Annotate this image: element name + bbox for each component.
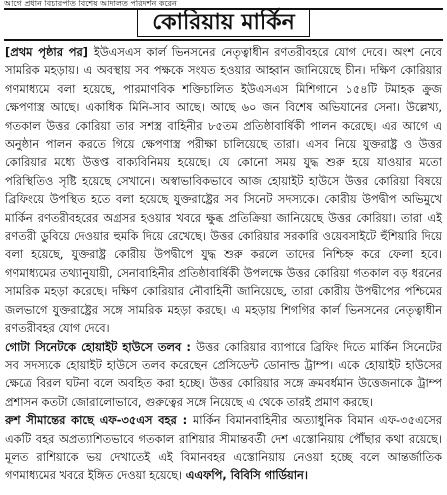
source-credit: এএফপি, বিবিসি গার্ডিয়ান। (185, 468, 308, 483)
headline-container (0, 9, 447, 39)
paragraph-3-text: মার্কিন বিমানবাহিনীর অত্যাধুনিক বিমান এফ-৩৫এসের একটি বহর অপ্রত্যাশিতভাবে গতকাল রাশিয়ার সীমান্তবর্তী দেশ এস্তোনিয়ায় পৌঁছার কথা রয়েছে। মূলত রাশিয়াকে ভয় দেখাতেই এই বিমানবহর এস্তোনিয়ায় নেওয়া হচ্ছে বলে আন্তর্জাতিক গণমাধ্যমের খবরে ইঙ্গিত দেওয়া হয়েছে। (5, 413, 442, 483)
headline: কোরিয়ায় মার্কিন (137, 9, 309, 37)
article-body (5, 43, 442, 493)
subheading-senate-summoned: গোটা সিনেটকে হোয়াইট হাউসে তলব : (5, 339, 197, 354)
subheading-f35-fleet: রুশ সীমান্তের কাছে এফ-৩৫এস বহর : (5, 413, 193, 428)
paragraph-2 (5, 338, 442, 412)
paragraph-2-text: উত্তর কোরিয়ার ব্যাপারে ব্রিফিং দিতে মার্কিন সিনেটের সব সদস্যকে হোয়াইট হাউসে তলব করেছেন প্রেসিডেন্ট ডোনাল্ড ট্রাম্প। একে হোয়াইট হাউসের ক্ষেত্রে বিরল ঘটনা বলে অবহিত করা হচ্ছে। উত্তর কোরিয়ার সঙ্গে ক্রমবর্ধমান উত্তেজনাকে ট্রাম্প প্রশাসন কতটা জোরালোভাবে, গুরুত্বের সঙ্গে নিয়েছে এ থেকে তারই প্রমাণ করছে। (5, 339, 442, 409)
paragraph-1-text: ইউএসএস কার্ল ভিনসনের নেতৃত্বাধীন রণতরীবহরে যোগ দেবে। অংশ নেবে সামরিক মহড়ায়। এ অবস্থায় সব পক্ষকে সংযত হওয়ার আহ্বান জানিয়েছে চীন। দক্ষিণ কোরিয়ার গণমাধ্যমে বলা হয়েছে, পারমাণবিক শক্তিচালিত ইউএসএস মিশিগানে ১৫৪টি টমাহক ক্রুজ ক্ষেপণাস্ত্র আছে। একাধিক মিনি-সাব আছে। আছে ৬০ জন বিশেষ অভিযানের সেনা। উল্লেখ্য, গতকাল উত্তর কোরিয়া তার সশস্ত্র বাহিনীর ৮৫তম প্রতিষ্ঠাবার্ষিকী পালন করেছে। এর আগে এ অনুষ্ঠান পালন করতে গিয়ে ক্ষেপণাস্ত্র পরীক্ষা চালিয়েছে তারা। এসব নিয়ে যুক্তরাষ্ট্র ও উত্তর কোরিয়ার মধ্যে উত্তপ্ত বাক্যবিনিময় হয়েছে। যে কোনো সময় যুদ্ধ শুরু হয়ে যাওয়ার মতো পরিস্থিতিও সৃষ্টি হয়েছে সেখানে। অস্বাভাবিকভাবে আজ হোয়াইট হাউসে উত্তর কোরিয়া বিষয়ে ব্রিফিংয়ে উপস্থিত হতে বলা হয়েছে যুক্তরাষ্ট্রের সব সিনেট সদস্যকে। কোরীয় উপদ্বীপ অভিমুখে মার্কিন রণতরীবহরের অগ্রসর হওয়ার খবরে ক্ষুব্ধ প্রতিক্রিয়া জানিয়েছে উত্তর কোরিয়া। তারা এই রণতরী ডুবিয়ে দেওয়ার হুমকি দিয়ে রেখেছে। উত্তর কোরিয়ার সরকারি ওয়েবসাইটে হুঁশিয়ারি দিয়ে বলা হয়েছে, যুক্তরাষ্ট্র কোরীয় উপদ্বীপে যুদ্ধ শুরু করলে তাদের নিশ্চিহ্ন করে ফেলা হবে। গণমাধ্যমের তথ্যানুযায়ী, সেনাবাহিনীর প্রতিষ্ঠাবার্ষিকী উপলক্ষে উত্তর কোরিয়া গতকাল বড় ধরনের সামরিক মহড়া করেছে। দক্ষিণ কোরিয়ার নৌবাহিনী জানিয়েছে, তারা কোরীয় উপদ্বীপের পশ্চিমের জলভাগে যুক্তরাষ্ট্রের সঙ্গে সামরিক মহড়া করছে। এ মহড়ায় শিগগির কার্ল ভিনসনের নেতৃত্বাধীন রণতরীবহর যোগ দেবে। (5, 45, 442, 336)
continuation-label: [প্রথম পৃষ্ঠার পর] (5, 45, 94, 59)
paragraph-3 (5, 411, 442, 485)
previous-article-fragment: আগে প্রধান বিচারপতি বিশেষ আদালত পরিদর্শন করেন (4, 0, 177, 8)
headline-rule (4, 39, 443, 41)
paragraph-1 (5, 43, 442, 338)
